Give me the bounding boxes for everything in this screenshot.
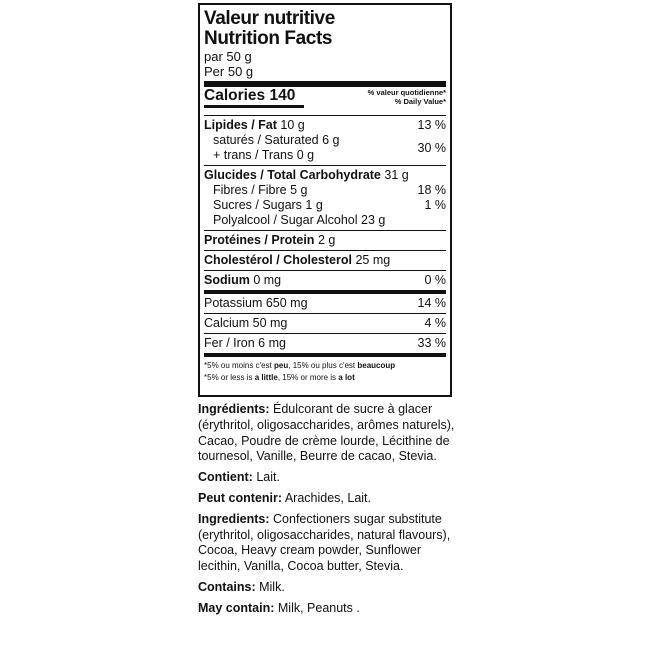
- saturated-trans-dv: 30 %: [417, 140, 446, 155]
- nutrition-facts-table: [198, 3, 452, 397]
- title-french: Valeur nutritive: [204, 8, 335, 29]
- sugars-row: Sucres / Sugars 1 g 1 %: [213, 198, 446, 212]
- contains-french: Contient: Lait.: [198, 470, 280, 485]
- may-contain-english: May contain: Milk, Peanuts .: [198, 600, 360, 615]
- trans-row: + trans / Trans 0 g: [213, 148, 315, 162]
- fat-dv: 13 %: [417, 118, 446, 132]
- saturated-row: saturés / Saturated 6 g: [213, 133, 340, 147]
- calories-label: Calories 140: [204, 87, 296, 104]
- fibre-row: Fibres / Fibre 5 g 18 %: [213, 183, 446, 197]
- potassium-dv: 14 %: [417, 296, 446, 310]
- ingredients-block: [198, 402, 456, 622]
- potassium-row: Potassium 650 mg 14 %: [204, 296, 446, 310]
- sodium-section: [204, 271, 446, 290]
- carbohydrate-row: [204, 168, 446, 183]
- daily-value-header: [368, 87, 446, 106]
- sodium-dv: 0 %: [424, 273, 446, 287]
- fibre-dv: 18 %: [417, 183, 446, 197]
- fat-row: [204, 118, 446, 133]
- may-contain-french: Peut contenir: Arachides, Lait.: [198, 490, 371, 505]
- iron-dv: 33 %: [417, 336, 446, 350]
- carbohydrate-section: [204, 166, 446, 230]
- cholesterol-section: [204, 251, 446, 270]
- carbohydrate-label: Glucides / Total Carbohydrate: [204, 168, 381, 182]
- polyalcohol-row: Polyalcool / Sugar Alcohol 23 g: [213, 213, 386, 227]
- serving-size-french: par 50 g: [204, 49, 252, 64]
- fat-section: [204, 116, 446, 165]
- footnote-french: *5% ou moins c'est peu, 15% ou plus c'est beaucoup: [204, 361, 396, 370]
- calories-row: [204, 87, 446, 115]
- title-english: Nutrition Facts: [204, 28, 333, 49]
- ingredients-french: Ingrédients: Édulcorant de sucre à glacer (érythritol, oligosaccharides, arômes naturels), Cacao, Poudre de crème lourde, Lécithine de tournesol, Vanille, Beurre de cacao, Stevia.: [198, 402, 455, 464]
- footnote: [204, 357, 446, 384]
- carbohydrate-amount: 31 g: [384, 168, 409, 182]
- serving-size-english: Per 50 g: [204, 64, 254, 79]
- iron-section: [204, 334, 446, 353]
- daily-value-header-english: % Daily Value*: [394, 97, 446, 106]
- calcium-section: [204, 314, 446, 333]
- sodium-row: Sodium 0 mg 0 %: [204, 273, 446, 287]
- calcium-dv: 4 %: [424, 316, 446, 330]
- footnote-english: *5% or less is a little, 15% or more is a lot: [204, 373, 355, 382]
- fat-amount: 10 g: [280, 118, 305, 132]
- sugars-dv: 1 %: [424, 198, 446, 212]
- ingredients-english: Ingredients: Confectioners sugar substitute (erythritol, oligosaccharides, natural flavours), Cocoa, Heavy cream powder, Sunflower lecithin, Vanilla, Cocoa butter, Stevia.: [198, 511, 451, 574]
- fat-label: Lipides / Fat: [204, 118, 277, 132]
- protein-row: Protéines / Protein 2 g: [204, 233, 336, 247]
- protein-section: [204, 231, 446, 250]
- daily-value-header-french: % valeur quotidienne*: [367, 88, 446, 97]
- potassium-section: [204, 294, 446, 313]
- contains-english: Contains: Milk.: [198, 579, 285, 594]
- calcium-row: Calcium 50 mg 4 %: [204, 316, 446, 330]
- iron-row: Fer / Iron 6 mg 33 %: [204, 336, 446, 350]
- cholesterol-row: Cholestérol / Cholesterol 25 mg: [204, 253, 391, 267]
- saturated-trans-group: [204, 133, 446, 163]
- calories-underline: [204, 105, 304, 108]
